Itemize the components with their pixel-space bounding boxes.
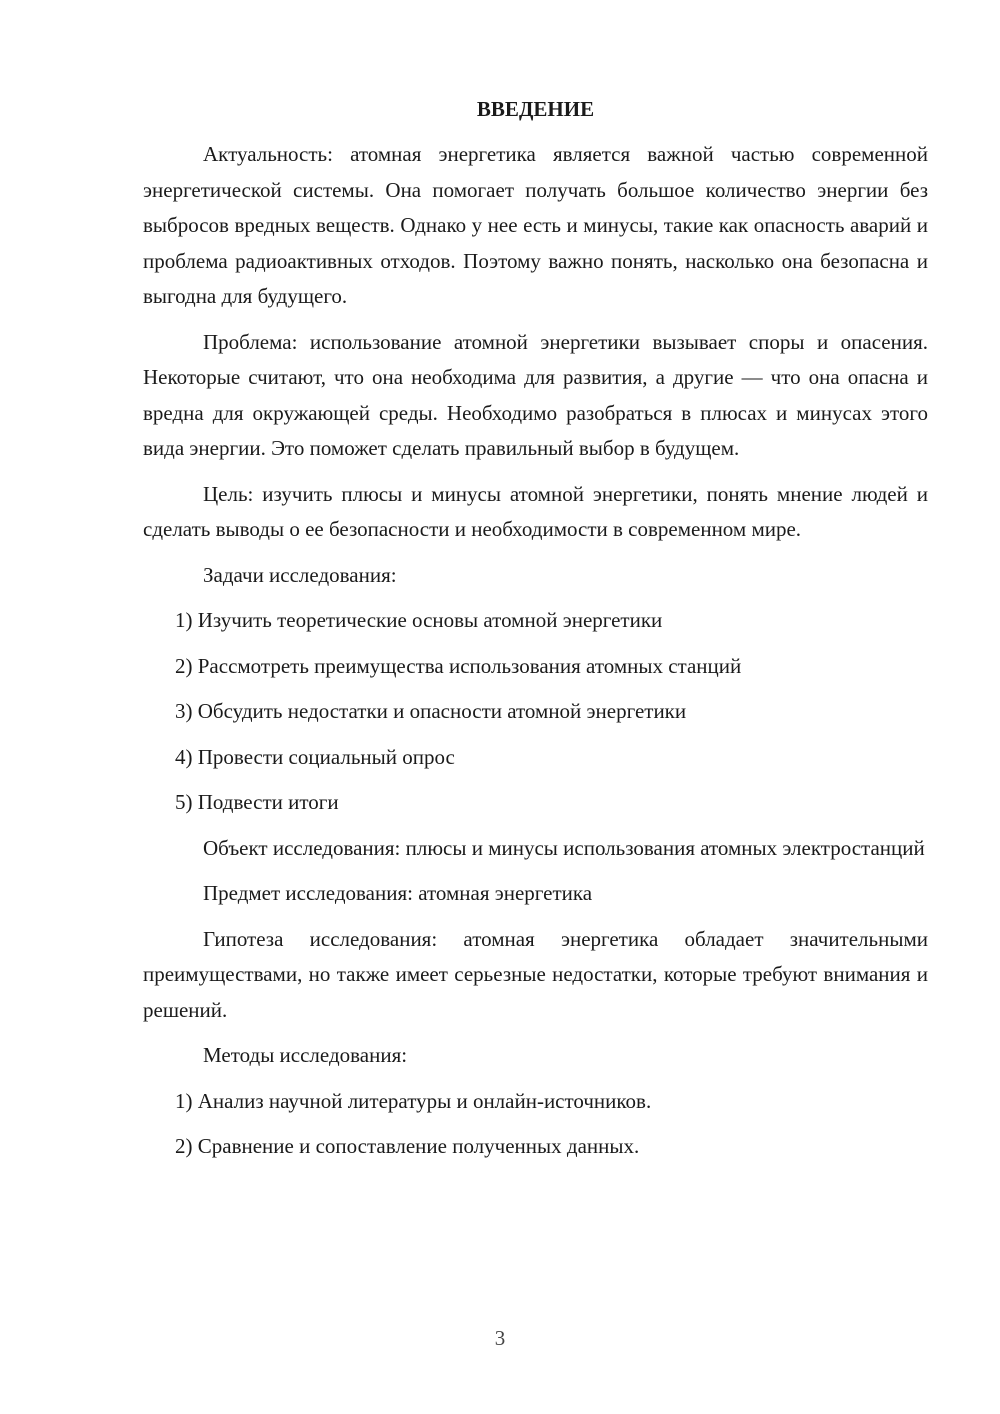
- list-item: 1) Изучить теоретические основы атомной энергетики: [175, 608, 663, 632]
- document-page: [143, 92, 928, 1175]
- paragraph-goal: Цель: изучить плюсы и минусы атомной энергетики, понять мнение людей и сделать выводы о ее безопасности и необходимости в современном мире.: [143, 481, 928, 541]
- list-item: 1) Анализ научной литературы и онлайн-источников.: [175, 1088, 652, 1113]
- paragraph-object: Объект исследования: плюсы и минусы использования атомных электростанций: [203, 835, 925, 860]
- tasks-heading: Задачи исследования:: [203, 562, 397, 587]
- list-item: 5) Подвести итоги: [175, 790, 339, 814]
- list-item: 2) Сравнение и сопоставление полученных данных.: [175, 1134, 640, 1158]
- methods-heading: Методы исследования:: [203, 1043, 408, 1067]
- page-title: ВВЕДЕНИЕ: [476, 97, 595, 121]
- paragraph-relevance: Актуальность: атомная энергетика является важной частью современной энергетической системы. Она помогает получать большое количество энергии без выбросов вредных веществ. Однако у нее есть и минусы, такие как опасность аварий и проблема радиоактивных отходов. Поэтому важно понять, насколько она безопасна и выгодна для будущего.: [143, 142, 928, 308]
- methods-list: [143, 1084, 928, 1165]
- list-item: 4) Провести социальный опрос: [175, 744, 455, 769]
- paragraph-problem: Проблема: использование атомной энергетики вызывает споры и опасения. Некоторые считают, что она необходима для развития, а другие — что она опасна и вредна для окружающей среды. Необходимо разобраться в плюсах и минусах этого вида энергии. Это поможет сделать правильный выбор в будущем.: [143, 329, 928, 460]
- tasks-list: [143, 603, 928, 821]
- list-item: 2) Рассмотреть преимущества использования атомных станций: [175, 653, 742, 678]
- page-number: 3: [494, 1326, 506, 1350]
- list-item: 3) Обсудить недостатки и опасности атомной энергетики: [175, 699, 687, 723]
- paragraph-hypothesis: Гипотеза исследования: атомная энергетика обладает значительными преимуществами, но также имеет серьезные недостатки, которые требуют внимания и решений.: [143, 926, 928, 1022]
- paragraph-subject: Предмет исследования: атомная энергетика: [203, 881, 593, 905]
